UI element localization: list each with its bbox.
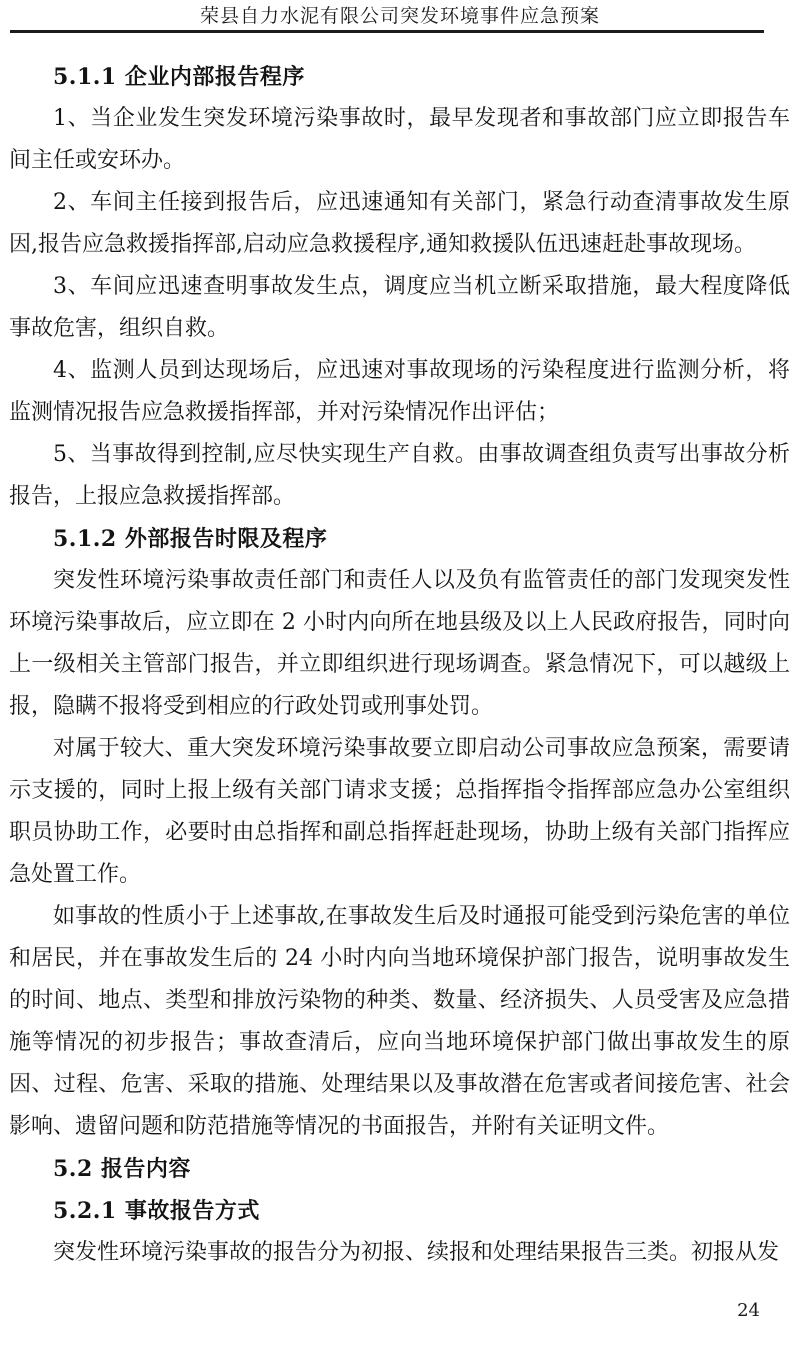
paragraph-external-report-3: 如事故的性质小于上述事故,在事故发生后及时通报可能受到污染危害的单位和居民，并在事故发生后的 24 小时内向当地环境保护部门报告，说明事故发生的时间、地点、类型和排放污染物的种类、数量、经济损失、人员受害及应急措施等情况的初步报告；事故查清后，应向当地环境保护部门做出事故发生的原因、过程、危害、采取的措施、处理结果以及事故潜在危害或者间接危害、社会影响、遗留问题和防范措施等情况的书面报告，并附有关证明文件。 — [9, 904, 790, 1139]
section-heading-5-2-1: 5.2.1 事故报告方式 — [53, 1198, 260, 1224]
page-number: 24 — [737, 1300, 760, 1321]
paragraph-internal-report-3: 3、车间应迅速查明事故发生点，调度应当机立断采取措施，最大程度降低事故危害，组织自救。 — [9, 274, 790, 341]
paragraph-report-types: 突发性环境污染事故的报告分为初报、续报和处理结果报告三类。初报从发 — [53, 1240, 780, 1265]
section-heading-5-2: 5.2 报告内容 — [53, 1156, 191, 1182]
document-body — [9, 56, 790, 1274]
section-heading-5-1-2: 5.1.2 外部报告时限及程序 — [53, 526, 328, 552]
paragraph-internal-report-2: 2、车间主任接到报告后，应迅速通知有关部门，紧急行动查清事故发生原因,报告应急救援指挥部,启动应急救援程序,通知救援队伍迅速赶赴事故现场。 — [9, 190, 790, 257]
paragraph-internal-report-4: 4、监测人员到达现场后，应迅速对事故现场的污染程度进行监测分析，将监测情况报告应急救援指挥部，并对污染情况作出评估； — [9, 358, 790, 425]
paragraph-external-report-1: 突发性环境污染事故责任部门和责任人以及负有监管责任的部门发现突发性环境污染事故后，应立即在 2 小时内向所在地县级及以上人民政府报告，同时向上一级相关主管部门报告，并立即组织进行现场调查。紧急情况下，可以越级上报，隐瞒不报将受到相应的行政处罚或刑事处罚。 — [9, 568, 790, 719]
section-heading-5-1-1: 5.1.1 企业内部报告程序 — [53, 64, 305, 90]
paragraph-internal-report-5: 5、当事故得到控制,应尽快实现生产自救。由事故调查组负责写出事故分析报告，上报应急救援指挥部。 — [9, 442, 790, 509]
paragraph-internal-report-1: 1、当企业发生突发环境污染事故时，最早发现者和事故部门应立即报告车间主任或安环办。 — [9, 106, 790, 173]
paragraph-external-report-2: 对属于较大、重大突发环境污染事故要立即启动公司事故应急预案，需要请示支援的，同时上报上级有关部门请求支援；总指挥指令指挥部应急办公室组织职员协助工作，必要时由总指挥和副总指挥赶赴现场，协助上级有关部门指挥应急处置工作。 — [9, 736, 790, 887]
document-header-title: 荣县自力水泥有限公司突发环境事件应急预案 — [199, 5, 600, 27]
header-rule — [10, 30, 764, 33]
